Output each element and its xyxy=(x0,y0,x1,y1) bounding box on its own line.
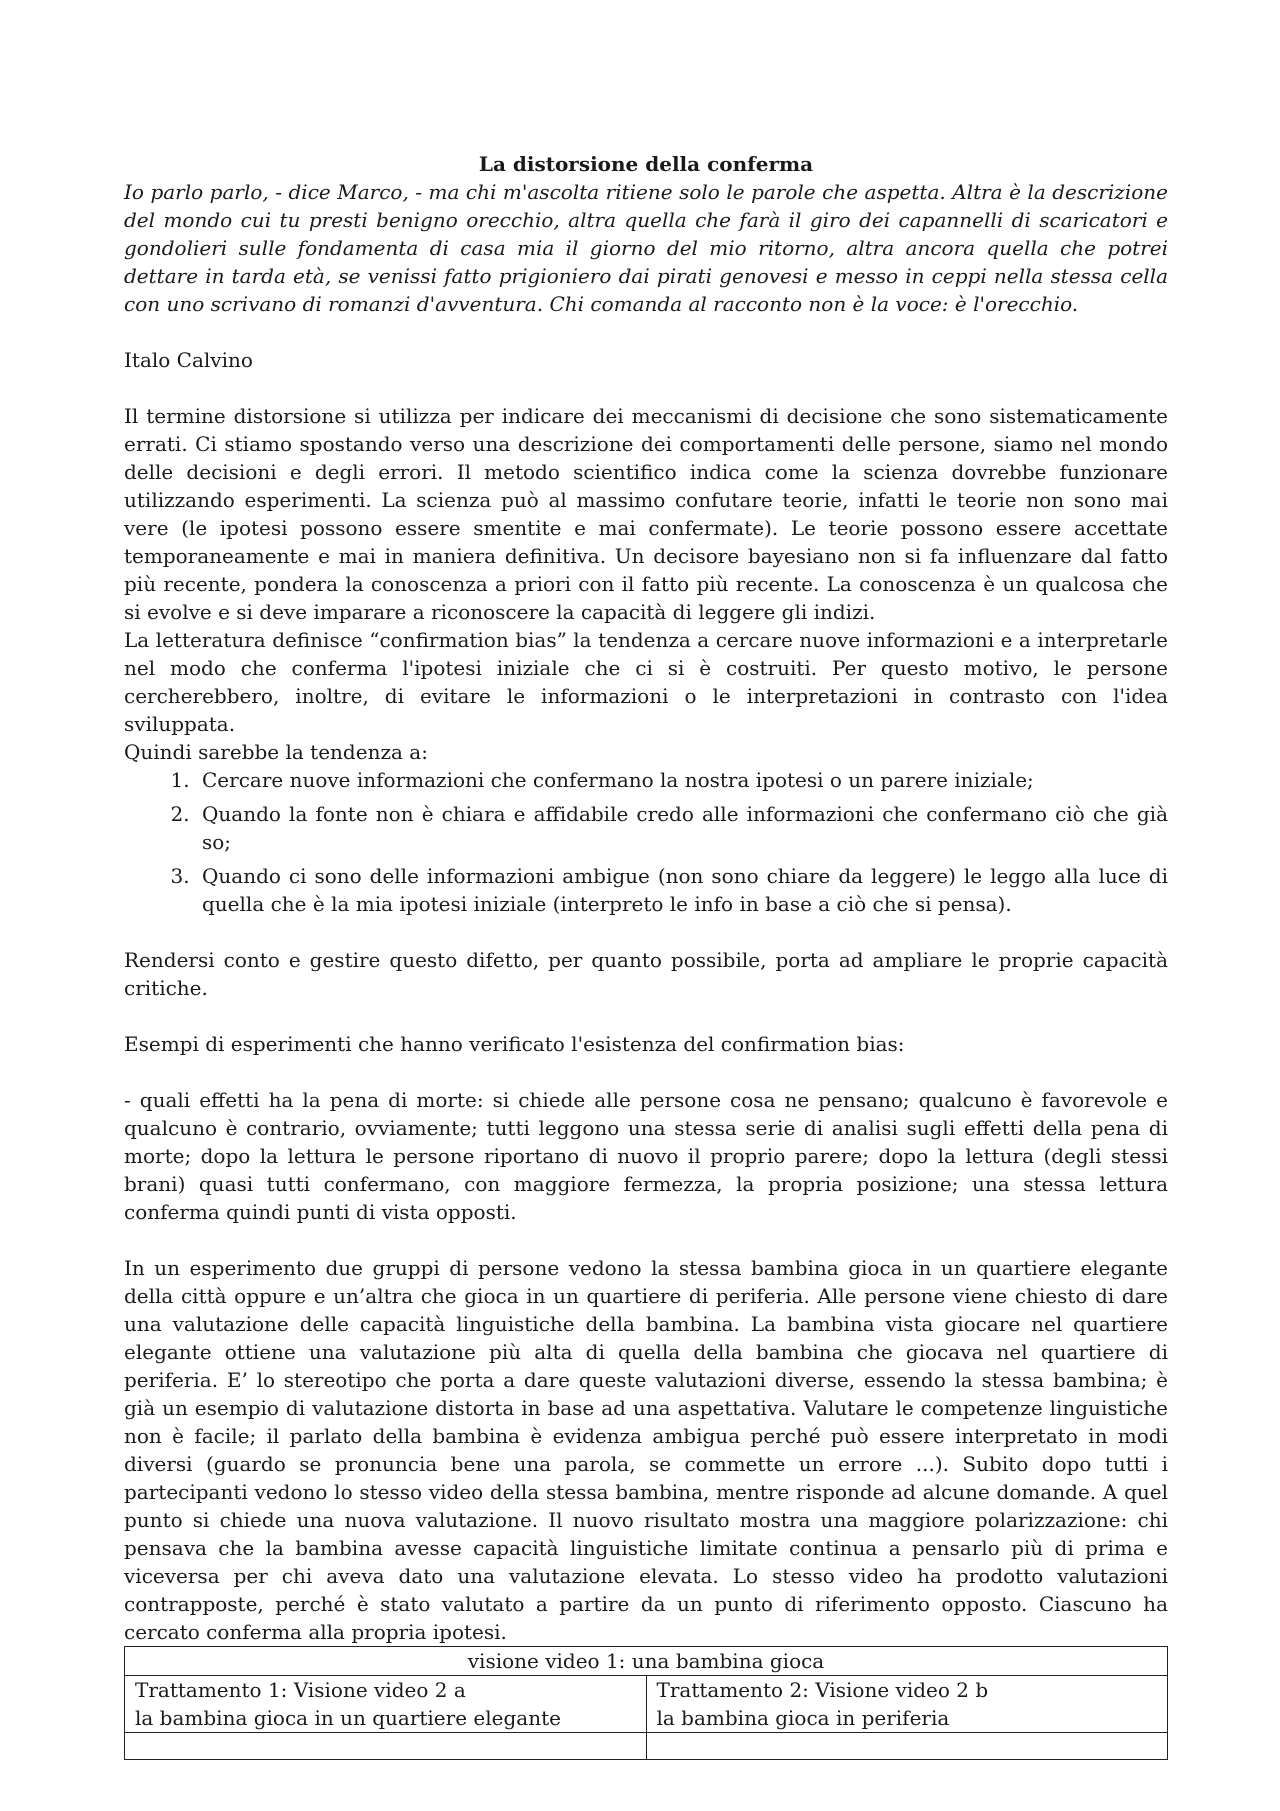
list-item: 1. Cercare nuove informazioni che confermano la nostra ipotesi o un parere iniziale; xyxy=(196,766,1168,794)
treatment-2-description: la bambina gioca in periferia xyxy=(656,1706,950,1730)
paragraph-death-penalty-example: - quali effetti ha la pena di morte: si chiede alle persone cosa ne pensano; qualcuno è favorevole e qualcuno è contrario, ovviamente; tutti leggono una stessa serie di analisi sugli effetti della pena di morte; dopo la lettura le persone riportano di nuovo il proprio parere; dopo la lettura (degli stessi brani) quasi tutti confermano, con maggiore fermezza, la propria posizione; una stessa lettura conferma quindi punti di vista opposti. xyxy=(124,1088,1168,1224)
treatment-2-title: Trattamento 2: Visione video 2 b xyxy=(656,1678,989,1702)
document-title: La distorsione della conferma xyxy=(478,152,814,176)
treatment-1-description: la bambina gioca in un quartiere elegante xyxy=(135,1706,561,1730)
paragraph-child-experiment: In un esperimento due gruppi di persone vedono la stessa bambina gioca in un quartiere elegante della città oppure e un’altra che gioca in un quartiere di periferia. Alle persone viene chiesto di dare una valutazione delle capacità linguistiche della bambina. La bambina vista giocare nel quartiere elegante ottiene una valutazione più alta di quella della bambina che giocava nel quartiere di periferia. E’ lo stereotipo che porta a dare queste valutazioni diverse, essendo la stessa bambina; è già un esempio di valutazione distorta in base ad una aspettativa. Valutare le competenze linguistiche non è facile; il parlato della bambina è evidenza ambigua perché può essere interpretato in modi diversi (guardo se pronuncia bene una parola, se commette un errore ...). Subito dopo tutti i partecipanti vedono lo stesso video della stessa bambina, mentre risponde ad alcune domande. A quel punto si chiede una nuova valutazione. Il nuovo risultato mostra una maggiore polarizzazione: chi pensava che la bambina avesse capacità linguistiche limitate continua a pensarlo più di prima e viceversa per chi aveva dato una valutazione elevata. Lo stesso video ha prodotto valutazioni contrapposte, perché è stato valutato a partire da un punto di riferimento opposto. Ciascuno ha cercato conferma alla propria ipotesi. xyxy=(124,1256,1168,1644)
table-empty-cell xyxy=(646,1733,1168,1760)
list-item: 3. Quando ci sono delle informazioni ambigue (non sono chiare da leggere) le leggo alla luce di quella che è la mia ipotesi iniziale (interpreto le info in base a ciò che si pensa). xyxy=(196,862,1168,918)
epigraph-author: Italo Calvino xyxy=(124,348,253,372)
paragraph-definition: Il termine distorsione si utilizza per indicare dei meccanismi di decisione che sono sistematicamente errati. Ci stiamo spostando verso una descrizione dei comportamenti delle persone, siamo nel mondo delle decisioni e degli errori. Il metodo scientifico indica come la scienza dovrebbe funzionare utilizzando esperimenti. La scienza può al massimo confutare teorie, infatti le teorie non sono mai vere (le ipotesi possono essere smentite e mai confermate). Le teorie possono essere accettate temporaneamente e mai in maniera definitiva. Un decisore bayesiano non si fa influenzare dal fatto più recente, pondera la conoscenza a priori con il fatto più recente. La conoscenza è un qualcosa che si evolve e si deve imparare a riconoscere la capacità di leggere gli indizi. xyxy=(124,404,1168,624)
paragraph-examples-intro: Esempi di esperimenti che hanno verificato l'esistenza del confirmation bias: xyxy=(124,1032,905,1056)
table-row xyxy=(125,1676,1168,1733)
table-cell-treatment-2 xyxy=(646,1676,1168,1733)
paragraph-tendency-intro: Quindi sarebbe la tendenza a: xyxy=(124,740,428,764)
table-empty-cell xyxy=(125,1733,647,1760)
epigraph-quote: Io parlo parlo, - dice Marco, - ma chi m'ascolta ritiene solo le parole che aspetta. Altra è la descrizione del mondo cui tu presti benigno orecchio, altra quella che farà il giro dei capannelli di scaricatori e gondolieri sulle fondamenta di casa mia il giorno del mio ritorno, altra ancora quella che potrei dettare in tarda età, se venissi fatto prigioniero dai pirati genovesi e messo in ceppi nella stessa cella con uno scrivano di romanzi d'avventura. Chi comanda al racconto non è la voce: è l'orecchio. xyxy=(124,180,1168,316)
paragraph-awareness: Rendersi conto e gestire questo difetto, per quanto possibile, porta ad ampliare le proprie capacità critiche. xyxy=(124,948,1168,1000)
list-item: 2. Quando la fonte non è chiara e affidabile credo alle informazioni che confermano ciò che già so; xyxy=(196,800,1168,856)
table-header-cell: visione video 1: una bambina gioca xyxy=(125,1647,1168,1676)
experiment-table xyxy=(124,1646,1168,1760)
table-row xyxy=(125,1733,1168,1760)
table-cell-treatment-1 xyxy=(125,1676,647,1733)
document-page xyxy=(124,150,1168,1760)
treatment-1-title: Trattamento 1: Visione video 2 a xyxy=(135,1678,466,1702)
table-row xyxy=(125,1647,1168,1676)
paragraph-confirmation-bias: La letteratura definisce “confirmation bias” la tendenza a cercare nuove informazioni e a interpretarle nel modo che conferma l'ipotesi iniziale che ci si è costruiti. Per questo motivo, le persone cercherebbero, inoltre, di evitare le informazioni o le interpretazioni in contrasto con l'idea sviluppata. xyxy=(124,628,1168,736)
tendency-list xyxy=(124,766,1168,918)
